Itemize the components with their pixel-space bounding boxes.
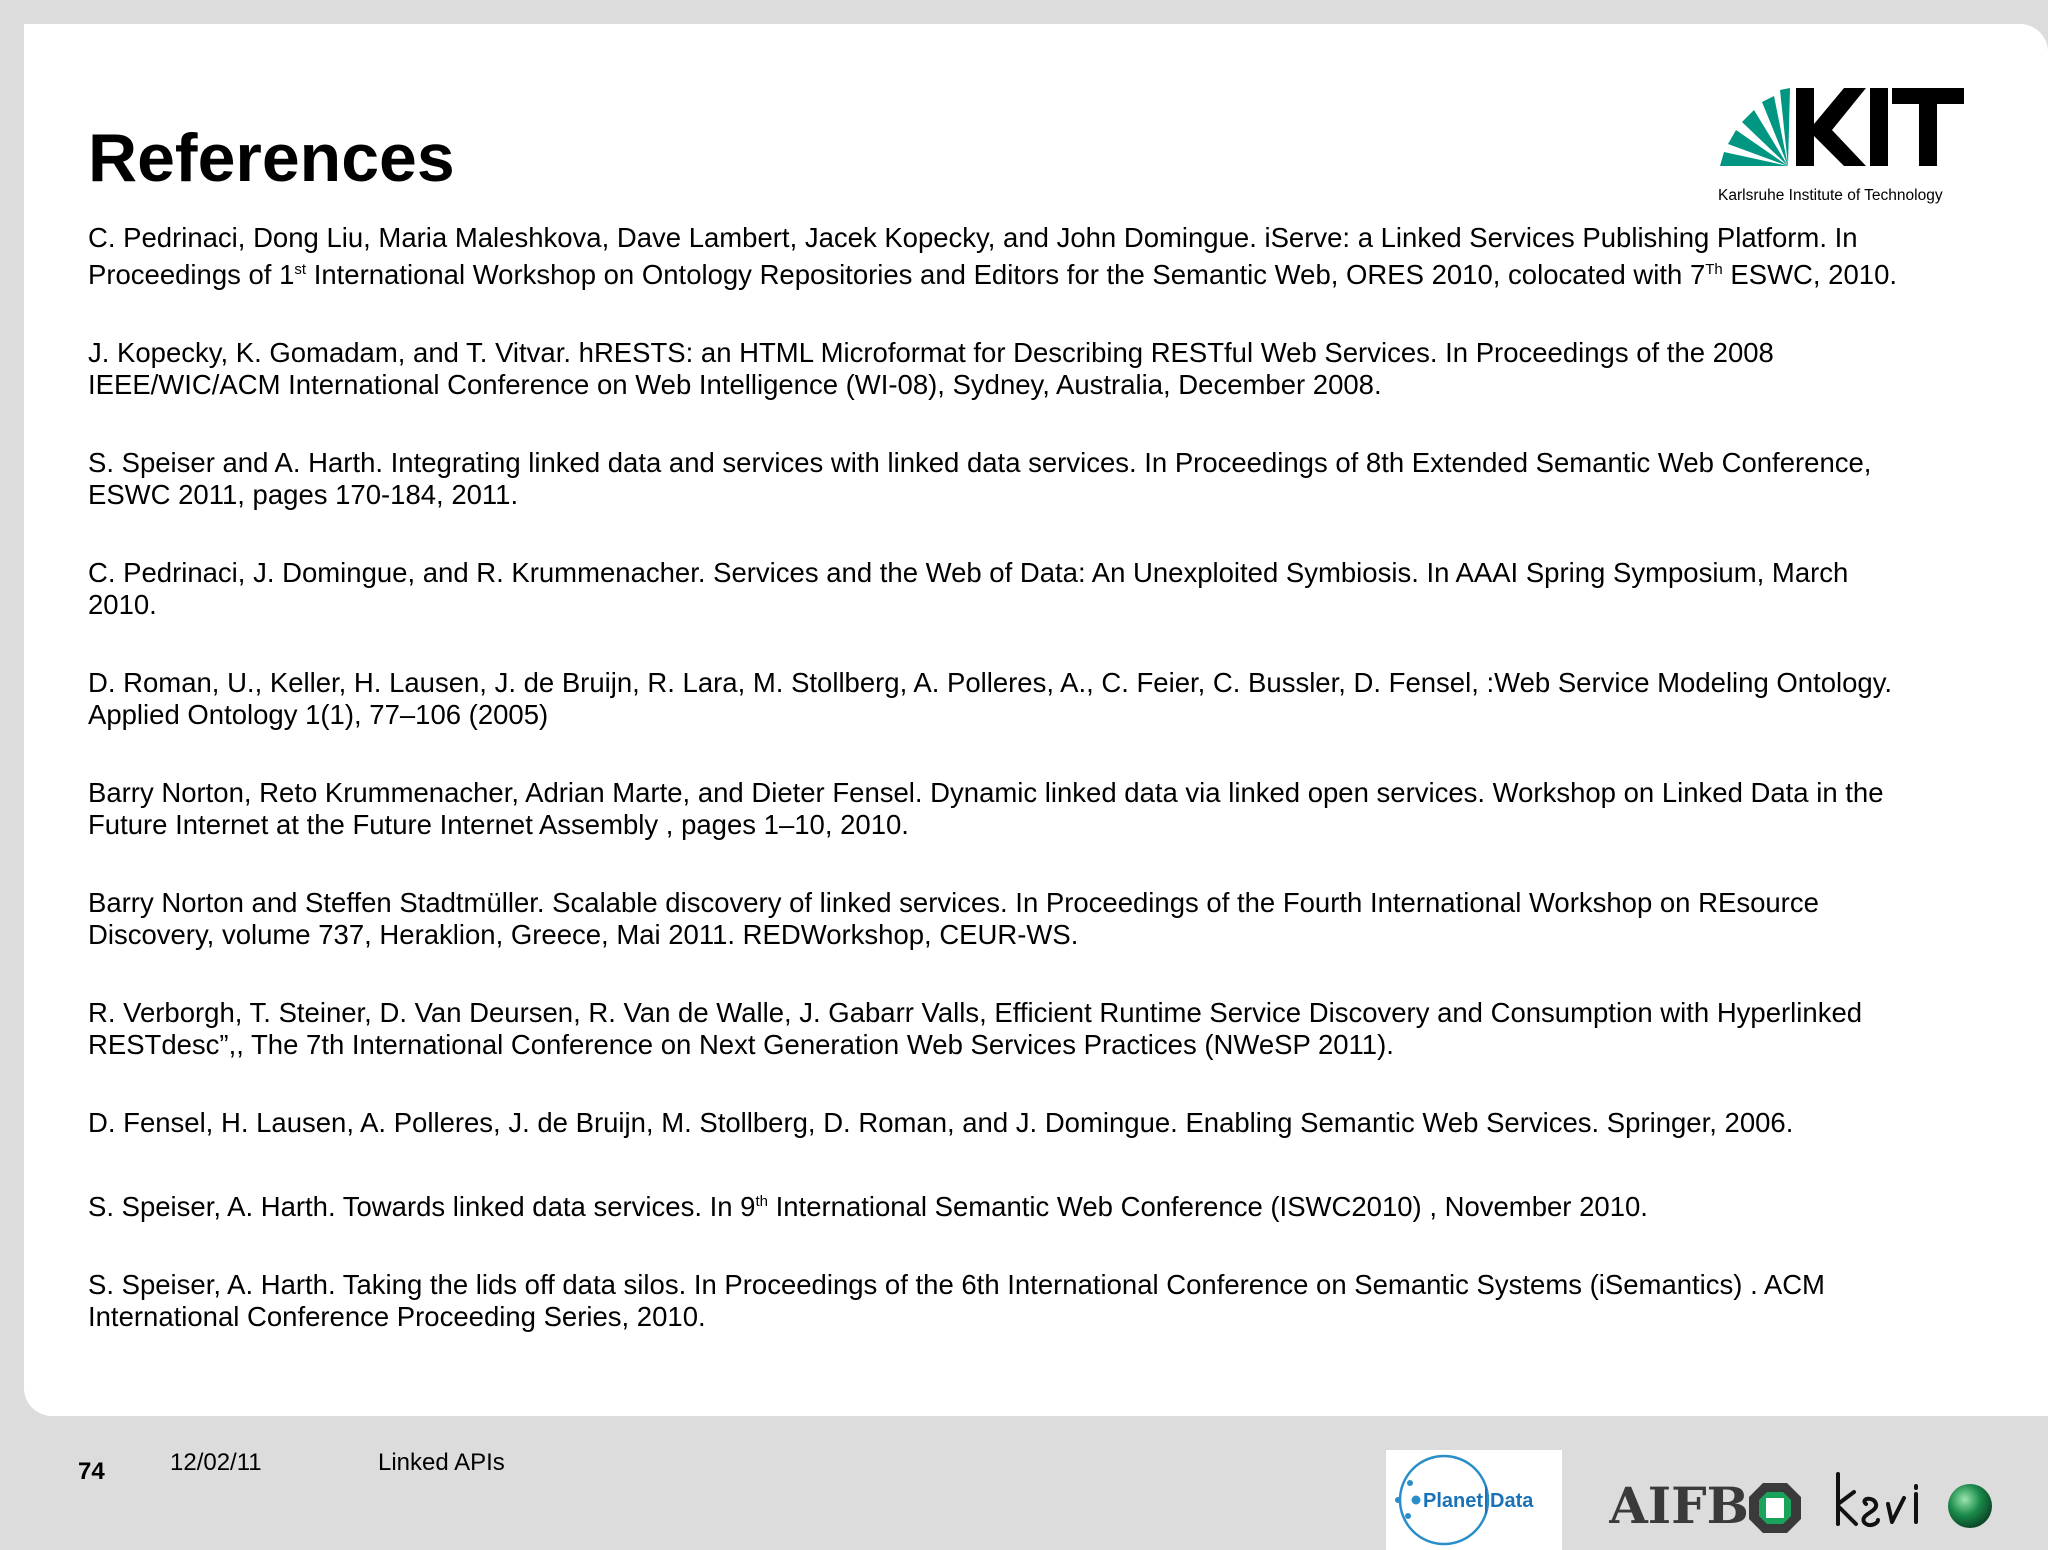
reference-line: Future Internet at the Future Internet Assembly , pages 1–10, 2010. — [88, 808, 909, 840]
reference-line: S. Speiser, A. Harth. Taking the lids off data silos. In Proceedings of the 6th International Conference on Semantic Systems (iSemantics) . ACM — [88, 1269, 1825, 1301]
reference-line: Discovery, volume 737, Heraklion, Greece, Mai 2011. REDWorkshop, CEUR-WS. — [88, 918, 1079, 950]
reference-line: D. Roman, U., Keller, H. Lausen, J. de Bruijn, R. Lara, M. Stollberg, A. Polleres, A., C. Feier, C. Bussler, D. Fensel, :Web Service Modeling Ontology. — [88, 667, 1893, 699]
reference-item — [88, 997, 2018, 1060]
reference-item — [88, 557, 2018, 620]
reference-line: C. Pedrinaci, Dong Liu, Maria Maleshkova, Dave Lambert, Jacek Kopecky, and John Domingue. iServe: a Linked Services Publishing Platform. In — [88, 222, 1858, 253]
reference-line: Applied Ontology 1(1), 77–106 (2005) — [88, 698, 549, 730]
references-list — [88, 222, 2018, 1379]
ksri-logo — [1830, 1464, 2010, 1540]
svg-text:AIFB: AIFB — [1609, 1476, 1749, 1535]
page-number: 74 — [78, 1458, 105, 1485]
reference-line: International Conference Proceeding Series, 2010. — [88, 1300, 706, 1332]
reference-line: 2010. — [88, 588, 157, 620]
kit-tagline: Karlsruhe Institute of Technology — [1718, 187, 1943, 204]
superscript: th — [755, 1192, 768, 1210]
reference-item — [88, 447, 2018, 510]
reference-line: Barry Norton and Steffen Stadtmüller. Scalable discovery of linked services. In Proceedings of the Fourth International Workshop on REsource — [88, 887, 1819, 919]
kit-fan-icon — [1720, 88, 1790, 166]
reference-item — [88, 337, 2018, 400]
aifb-logo — [1609, 1468, 1805, 1538]
reference-item — [88, 777, 2018, 840]
reference-line: Proceedings of 1st International Workshop on Ontology Repositories and Editors for the Semantic Web, ORES 2010, colocated with 7Th ESWC, 2010. — [88, 258, 1898, 290]
reference-line: ESWC 2011, pages 170-184, 2011. — [88, 478, 519, 510]
reference-line: Barry Norton, Reto Krummenacher, Adrian Marte, and Dieter Fensel. Dynamic linked data via linked open services. Workshop on Linked Data in the — [88, 777, 1884, 809]
reference-item — [88, 1186, 2018, 1223]
superscript: Th — [1705, 260, 1723, 278]
kit-letters — [1796, 88, 1964, 166]
reference-line: C. Pedrinaci, J. Domingue, and R. Krummenacher. Services and the Web of Data: An Unexploited Symbiosis. In AAAI Spring Symposium, March — [88, 557, 1849, 589]
footer-date: 12/02/11 — [170, 1449, 262, 1476]
superscript: st — [294, 260, 307, 278]
reference-line: R. Verborgh, T. Steiner, D. Van Deursen, R. Van de Walle, J. Gabarr Valls, Efficient Runtime Service Discovery and Consumption with Hyperlinked — [88, 997, 1863, 1029]
reference-item — [88, 887, 2018, 950]
svg-text:Data: Data — [1490, 1490, 1534, 1512]
reference-line: S. Speiser, A. Harth. Towards linked data services. In 9th International Semantic Web Conference (ISWC2010) , November 2010. — [88, 1190, 1648, 1222]
reference-line: IEEE/WIC/ACM International Conference on Web Intelligence (WI-08), Sydney, Australia, December 2008. — [88, 368, 1382, 400]
reference-item — [88, 667, 2018, 730]
reference-item — [88, 1107, 2018, 1139]
svg-text:Planet: Planet — [1423, 1490, 1484, 1512]
footer-title: Linked APIs — [378, 1449, 505, 1476]
reference-line: RESTdesc”,, The 7th International Conference on Next Generation Web Services Practices (NWeSP 2011). — [88, 1028, 1394, 1060]
reference-item — [88, 1269, 2018, 1332]
reference-item — [88, 222, 2018, 290]
kit-logo — [1714, 74, 1978, 214]
reference-line: D. Fensel, H. Lausen, A. Polleres, J. de Bruijn, M. Stollberg, D. Roman, and J. Domingue. Enabling Semantic Web Services. Springer, 2006. — [88, 1107, 1794, 1139]
reference-line: J. Kopecky, K. Gomadam, and T. Vitvar. hRESTS: an HTML Microformat for Describing RESTful Web Services. In Proceedings of the 2008 — [88, 337, 1774, 369]
planet-data-logo — [1386, 1450, 1562, 1550]
page-title: References — [88, 120, 455, 196]
reference-line: S. Speiser and A. Harth. Integrating linked data and services with linked data services. In Proceedings of 8th Extended Semantic Web Conference, — [88, 447, 1872, 479]
